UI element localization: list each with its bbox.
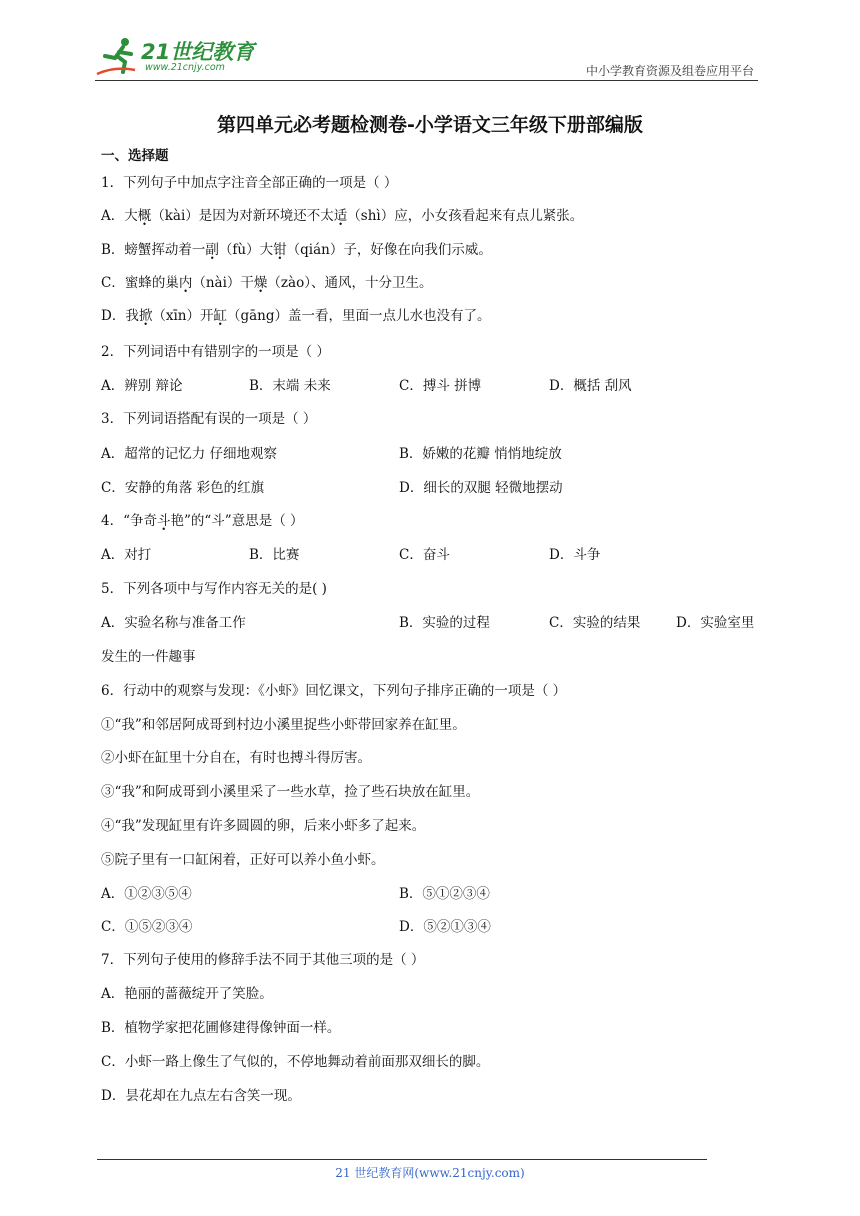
site-logo[interactable] [95, 34, 265, 78]
question-7-option-b: B．植物学家把花圃修建得像钟面一样。 [101, 1020, 341, 1036]
question-2-stem: 2．下列词语中有错别字的一项是（ ） [101, 344, 330, 360]
question-2-option-b: B．末端 未来 [249, 378, 331, 394]
question-6-item-1: ①“我”和邻居阿成哥到村边小溪里捉些小虾带回家养在缸里。 [101, 717, 466, 733]
runner-logo-icon [95, 36, 143, 76]
question-6-item-5: ⑤院子里有一口缸闲着，正好可以养小鱼小虾。 [101, 852, 385, 868]
question-1-option-d: D．我掀（xīn）开缸（gāng）盖一看，里面一点儿水也没有了。 [101, 308, 491, 324]
question-6-item-2: ②小虾在缸里十分自在，有时也搏斗得厉害。 [101, 750, 371, 766]
document-title: 第四单元必考题检测卷-小学语文三年级下册部编版 [217, 114, 643, 136]
question-2-option-c: C．搏斗 拼博 [399, 378, 482, 394]
footer-divider [97, 1159, 707, 1160]
question-6-item-4: ④“我”发现缸里有许多圆圆的卵，后来小虾多了起来。 [101, 818, 426, 834]
question-3-stem: 3．下列词语搭配有误的一项是（ ） [101, 411, 317, 427]
question-1-option-b: B．螃蟹挥动着一副（fù）大钳（qián）子，好像在向我们示威。 [101, 242, 492, 258]
question-3-option-c: C．安静的角落 彩色的红旗 [101, 480, 265, 496]
section-heading: 一、选择题 [101, 148, 169, 164]
question-5-option-d: D．实验室里 [676, 615, 755, 631]
question-5-option-c: C．实验的结果 [549, 615, 641, 631]
question-4-option-c: C．奋斗 [399, 547, 450, 563]
page-header [95, 34, 758, 81]
question-7-option-a: A．艳丽的蔷薇绽开了笑脸。 [101, 986, 273, 1002]
platform-name: 中小学教育资源及组卷应用平台 [585, 64, 754, 78]
question-7-stem: 7．下列句子使用的修辞手法不同于其他三项的是（ ） [101, 952, 425, 968]
question-2-option-a: A．辨别 辩论 [101, 378, 183, 394]
question-1-option-c: C．蜜蜂的巢内（nài）干燥（zào）、通风，十分卫生。 [101, 275, 433, 291]
question-4-option-b: B．比赛 [249, 547, 300, 563]
question-5-stem: 5．下列各项中与写作内容无关的是( ) [101, 581, 327, 597]
logo-url: www.21cnjy.com [145, 62, 225, 73]
question-7-option-c: C．小虾一路上像生了气似的，不停地舞动着前面那双细长的脚。 [101, 1054, 490, 1070]
question-5-option-a: A．实验名称与准备工作 [101, 615, 246, 631]
question-4-stem: 4．“争奇斗艳”的“斗”意思是（ ） [101, 513, 304, 529]
footer-link[interactable]: 21 世纪教育网(www.21cnjy.com) [335, 1166, 525, 1180]
question-3-option-a: A．超常的记忆力 仔细地观察 [101, 446, 278, 462]
question-6-option-d: D．⑤②①③④ [399, 919, 491, 935]
logo-text: 21世纪教育 [141, 40, 255, 64]
question-4-option-d: D．斗争 [549, 547, 601, 563]
question-4-option-a: A．对打 [101, 547, 152, 563]
question-1-stem: 1．下列句子中加点字注音全部正确的一项是（ ） [101, 175, 398, 191]
question-5-option-b: B．实验的过程 [399, 615, 490, 631]
question-6-stem: 6．行动中的观察与发现：《小虾》回忆课文，下列句子排序正确的一项是（ ） [101, 683, 567, 699]
question-5-option-d-wrap: 发生的一件趣事 [101, 649, 196, 665]
question-2-option-d: D．概括 刮风 [549, 378, 632, 394]
question-6-option-b: B．⑤①②③④ [399, 886, 490, 902]
question-6-option-a: A．①②③⑤④ [101, 886, 192, 902]
question-3-option-d: D．细长的双腿 轻微地摆动 [399, 480, 563, 496]
question-1-option-a: A．大概（kài）是因为对新环境还不太适（shì）应，小女孩看起来有点儿紧张。 [101, 208, 584, 224]
question-6-option-c: C．①⑤②③④ [101, 919, 193, 935]
question-6-item-3: ③“我”和阿成哥到小溪里采了一些水草，捡了些石块放在缸里。 [101, 784, 480, 800]
question-7-option-d: D．昙花却在九点左右含笑一现。 [101, 1088, 301, 1104]
question-3-option-b: B．娇嫩的花瓣 悄悄地绽放 [399, 446, 562, 462]
